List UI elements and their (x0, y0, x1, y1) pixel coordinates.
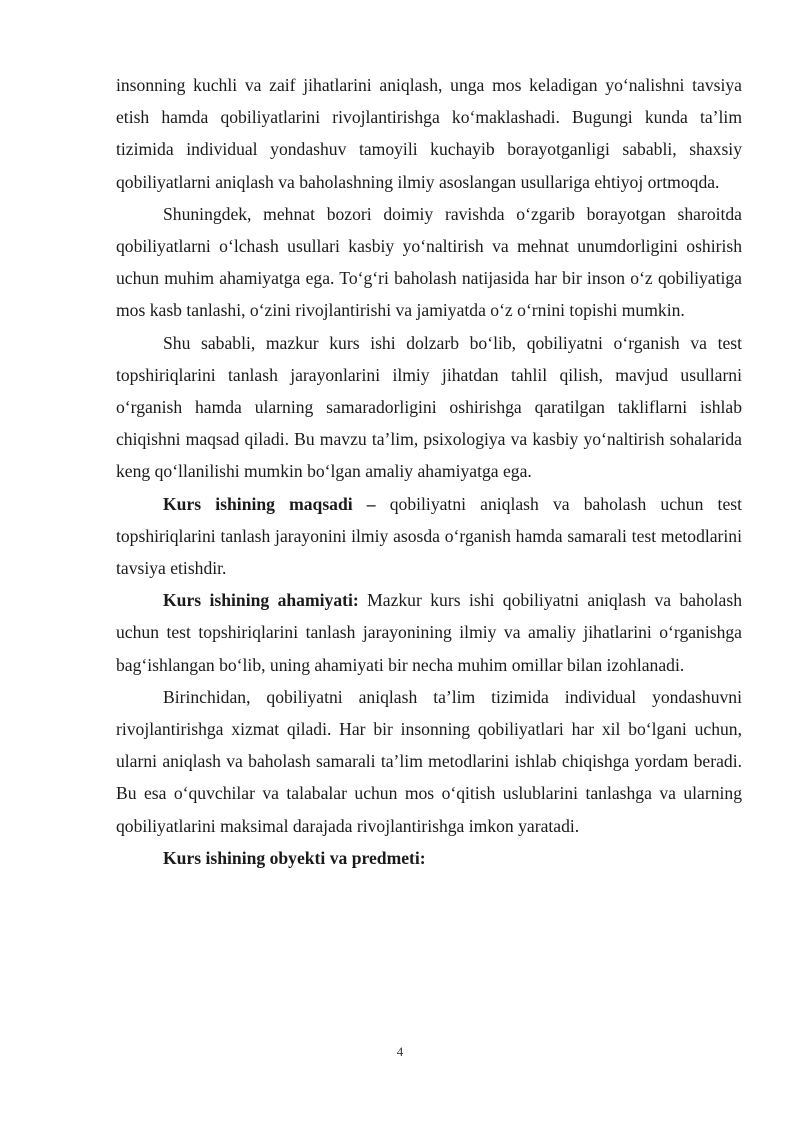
paragraph-text: Mazkur kurs ishi qobiliyatni aniqlash va baholash uchun test topshiriqlarini tanlash jarayonining ilmiy va amaliy jihatlarini o‘rganishga bag‘ishlangan bo‘lib, uning ahamiyati bir necha muhim omillar bilan izohlanadi. (116, 590, 742, 675)
paragraph-text: qobiliyatni aniqlash va baholash uchun test topshiriqlarini tanlash jarayonini ilmiy asosda o‘rganish hamda samarali test metodlarini tavsiya etishdir. (116, 493, 742, 579)
paragraph-importance (116, 584, 742, 681)
paragraph-text: Shu sababli, mazkur kurs ishi dolzarb bo‘lib, qobiliyatni o‘rganish va test topshiriqlarini tanlash jarayonlarini ilmiy jihatdan tahlil qilish, mavjud usullarni o‘rganish hamda ularning samaradorligini oshirishga qaratilgan takliflarni ishlab chiqishni maqsad qiladi. Bu mavzu ta’lim, psixologiya va kasbiy yo‘naltirish sohalarida keng qo‘llanilishi mumkin bo‘lgan amaliy ahamiyatga ega. (116, 332, 742, 482)
paragraph-heading: Kurs ishining maqsadi – (163, 493, 376, 514)
paragraph-text: Birinchidan, qobiliyatni aniqlash ta’lim tizimida individual yondashuvni rivojlantirishga xizmat qiladi. Har bir insonning qobiliyatlari har xil bo‘lgani uchun, ularni aniqlash va baholash samarali ta’lim metodlarini ishlab chiqishga yordam beradi. Bu esa o‘quvchilar va talabalar uchun mos o‘qitish uslublarini tanlashga va ularning qobiliyatlarini maksimal darajada rivojlantirishga imkon yaratadi. (116, 686, 742, 836)
paragraph-labor-market (116, 198, 742, 327)
section-heading: Kurs ishining obyekti va predmeti: (163, 847, 426, 868)
paragraph-text: Shuningdek, mehnat bozori doimiy ravishda o‘zgarib borayotgan sharoitda qobiliyatlarni o‘lchash usullari kasbiy yo‘naltirish va mehnat unumdorligini oshirish uchun muhim ahamiyatga ega. To‘g‘ri baholash natijasida har bir inson o‘z qobiliyatiga mos kasb tanlashi, o‘zini rivojlantirishi va jamiyatda o‘z o‘rnini topishi mumkin. (116, 203, 742, 321)
paragraph-heading: Kurs ishining ahamiyati: (163, 590, 359, 611)
page-number: 4 (396, 1044, 404, 1059)
paragraph-object-subject (116, 842, 742, 874)
paragraph-firstly (116, 681, 742, 842)
paragraph-text: insonning kuchli va zaif jihatlarini aniqlash, unga mos keladigan yo‘nalishni tavsiya etish hamda qobiliyatlarini rivojlantirishga ko‘maklashadi. Bugungi kunda ta’lim tizimida individual yondashuv tamoyili kuchayib borayotganligi sababli, shaxsiy qobiliyatlarni aniqlash va baholashning ilmiy asoslangan usullariga ehtiyoj ortmoqda. (116, 75, 742, 192)
paragraph-relevance (116, 327, 742, 488)
paragraph-goal (116, 488, 742, 585)
paragraph-continuation (116, 69, 742, 198)
page-body (116, 69, 742, 874)
